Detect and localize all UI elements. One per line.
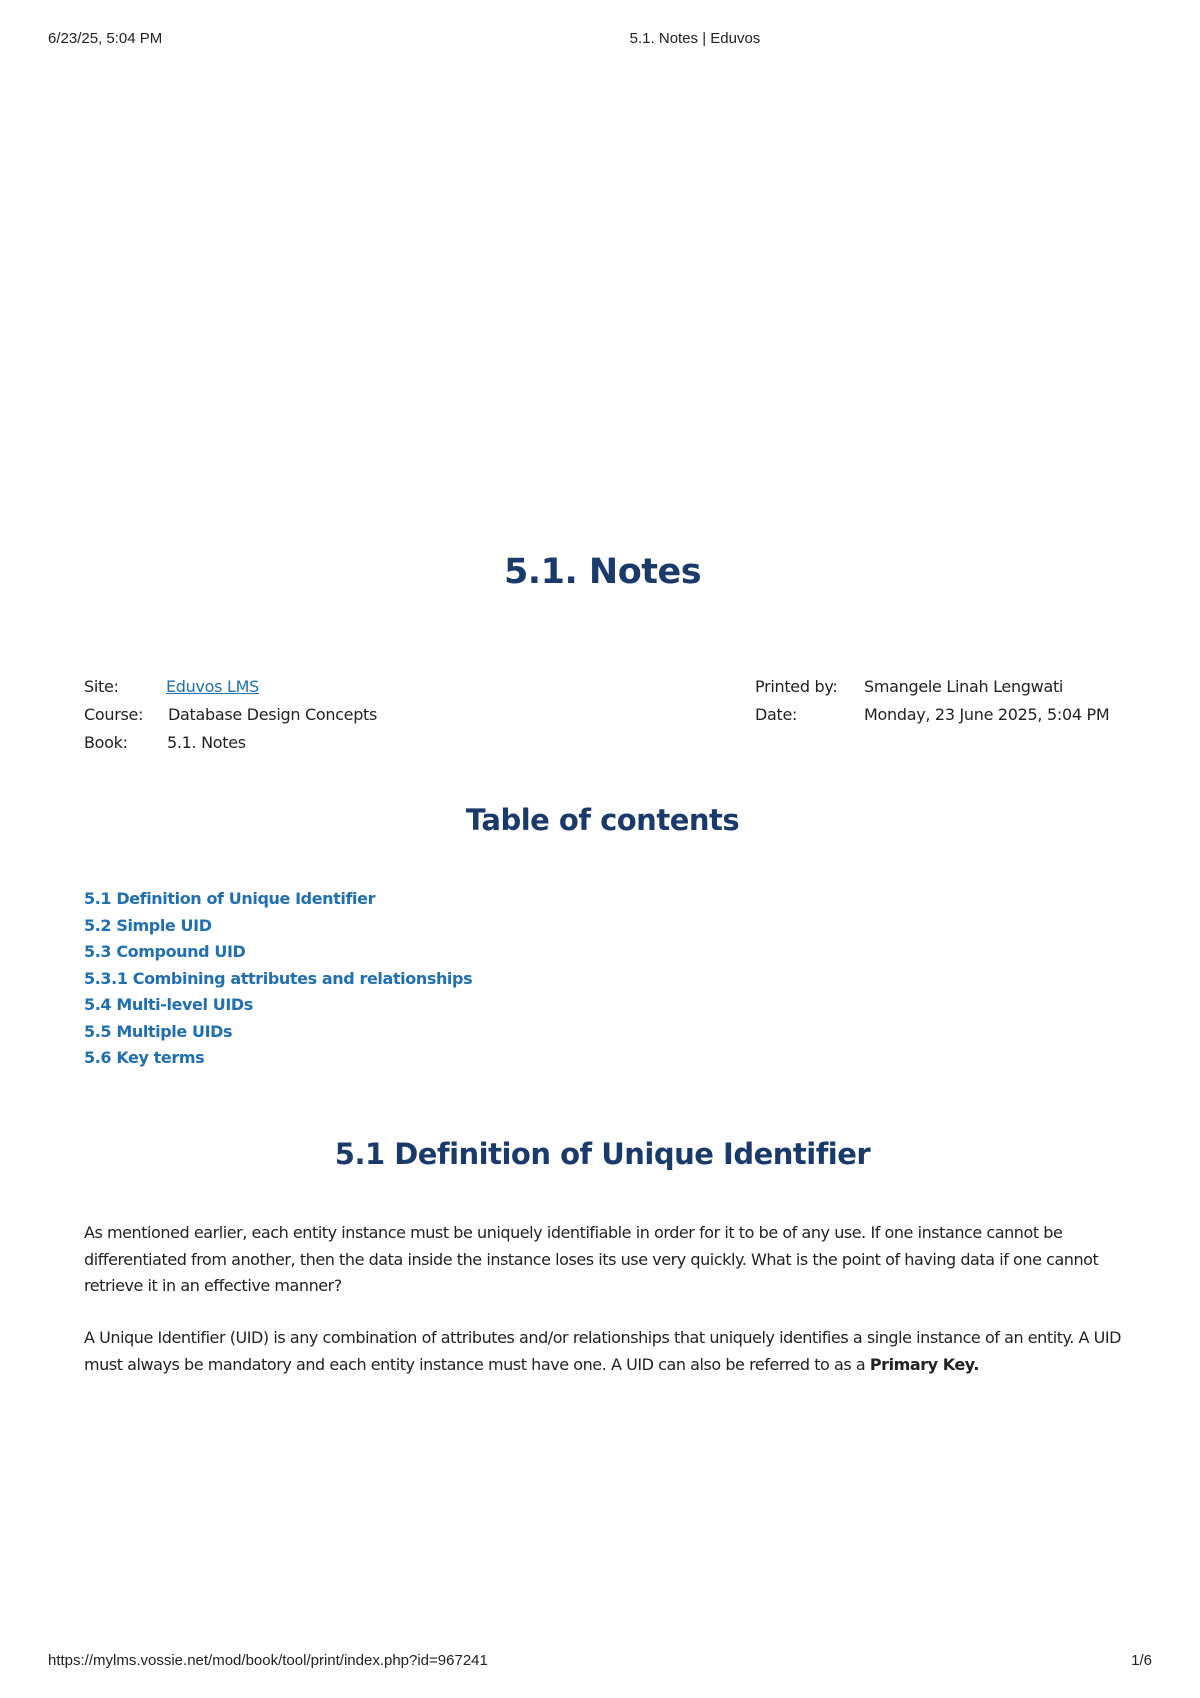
meta-date-value: Monday, 23 June 2025, 5:04 PM <box>864 705 1110 724</box>
section-title: 5.1 Definition of Unique Identifier <box>334 1137 871 1171</box>
toc-link-key-terms[interactable]: 5.6 Key terms <box>84 1048 205 1067</box>
toc-item <box>84 992 472 1019</box>
toc-link-compound-uid[interactable]: 5.3 Compound UID <box>84 942 246 961</box>
print-page-number: 1/6 <box>1131 1652 1152 1669</box>
toc-title: Table of contents <box>465 803 740 837</box>
book-title: 5.1. Notes <box>503 552 702 592</box>
print-page-title: 5.1. Notes | Eduvos <box>629 30 761 47</box>
toc-item <box>84 939 472 966</box>
primary-key-term: Primary Key <box>869 1354 974 1374</box>
meta-printed-by-value: Smangele Linah Lengwati <box>864 677 1064 696</box>
paragraph-2-end: . <box>973 1354 979 1374</box>
paragraph-2-text: A Unique Identifier (UID) is any combination of attributes and/or relationships that uniquely identifies a single instance of an entity. A UID must always be mandatory and each entity instance must have one. A UID can also be referred to as a <box>84 1328 1122 1374</box>
meta-course-label: Course: <box>84 705 144 724</box>
meta-site-label: Site: <box>84 677 119 696</box>
print-url: https://mylms.vossie.net/mod/book/tool/print/index.php?id=967241 <box>48 1652 488 1669</box>
section-paragraph-2 <box>84 1325 1134 1378</box>
toc-link-simple-uid[interactable]: 5.2 Simple UID <box>84 915 212 935</box>
meta-book-value: 5.1. Notes <box>167 733 246 752</box>
print-datetime: 6/23/25, 5:04 PM <box>48 30 163 47</box>
toc-link-combining-attributes[interactable]: 5.3.1 Combining attributes and relationships <box>84 968 473 988</box>
table-of-contents <box>84 886 472 1072</box>
toc-item <box>84 966 472 993</box>
meta-book-label: Book: <box>84 733 128 752</box>
toc-link-multi-level-uids[interactable]: 5.4 Multi-level UIDs <box>84 995 253 1014</box>
toc-item <box>84 1019 472 1046</box>
meta-date-label: Date: <box>755 705 798 724</box>
toc-item <box>84 886 472 913</box>
section-paragraph-1: As mentioned earlier, each entity instance must be uniquely identifiable in order for it to be of any use. If one instance cannot be differentiated from another, then the data inside the instance loses its use very quickly. What is the point of having data if one cannot retrieve it in an effective manner? <box>84 1223 1099 1295</box>
meta-site-link[interactable]: Eduvos LMS <box>166 677 259 696</box>
meta-course-value: Database Design Concepts <box>168 705 378 724</box>
toc-link-definition-uid[interactable]: 5.1 Definition of Unique Identifier <box>84 889 376 908</box>
toc-link-multiple-uids[interactable]: 5.5 Multiple UIDs <box>84 1021 233 1041</box>
toc-item <box>84 1045 472 1072</box>
toc-item <box>84 913 472 940</box>
meta-printed-by-label: Printed by: <box>755 677 838 696</box>
